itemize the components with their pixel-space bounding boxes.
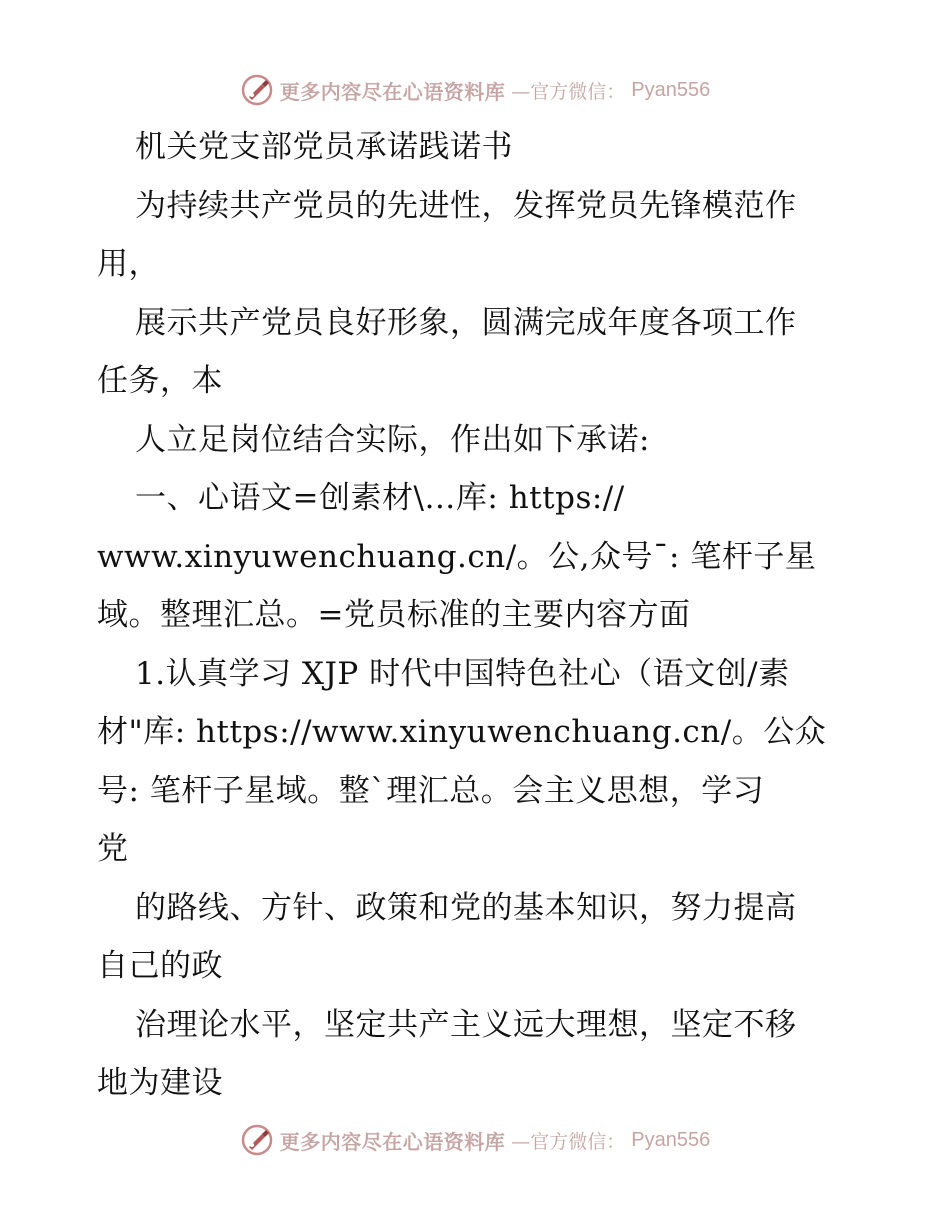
text-line: 一、心语文=创素材\…库: https:// — [135, 480, 625, 516]
watermark-contact-id: Pyan556 — [631, 78, 711, 101]
document-body — [97, 118, 857, 1113]
header-watermark — [0, 70, 950, 110]
text-line: 1.认真学习 XJP 时代中国特色社心（语文创/素 — [135, 655, 790, 692]
text-line: 材"库: https://www.xinyuwenchuang.cn/。公众 — [97, 714, 827, 750]
text-line: www.xinyuwenchuang.cn/。公,众号¯: 笔杆子星 — [97, 538, 817, 575]
pen-logo-icon — [240, 1123, 274, 1157]
text-line: 任务，本 — [97, 363, 223, 399]
watermark-contact-label: —官方微信： — [511, 80, 626, 103]
text-line: 的路线、方针、政策和党的基本知识，努力提高 — [135, 889, 797, 926]
text-line: 为持续共产党员的先进性，发挥党员先锋模范作 — [135, 187, 797, 224]
text-line: 自己的政 — [97, 948, 223, 984]
text-line: 地为建设 — [97, 1065, 223, 1101]
text-line: 人立足岗位结合实际，作出如下承诺: — [135, 421, 650, 458]
text-line: 域。整理汇总。=党员标准的主要内容方面 — [97, 597, 691, 633]
watermark-text: 更多内容尽在心语资料库 — [279, 1129, 506, 1154]
text-line: 用， — [97, 246, 160, 282]
pen-logo-icon — [240, 73, 274, 107]
watermark-contact-label: —官方微信： — [511, 1130, 626, 1153]
text-line: 治理论水平，坚定共产主义远大理想，坚定不移 — [135, 1006, 797, 1043]
footer-watermark — [0, 1120, 950, 1160]
text-line: 号: 笔杆子星域。整`理汇总。会主义思想，学习 — [97, 772, 765, 809]
document-title: 机关党支部党员承诺践诺书 — [135, 129, 513, 165]
watermark-contact-id: Pyan556 — [631, 1128, 711, 1151]
text-line: 党 — [97, 831, 129, 867]
text-line: 展示共产党员良好形象，圆满完成年度各项工作 — [135, 304, 797, 341]
watermark-text: 更多内容尽在心语资料库 — [279, 79, 506, 104]
